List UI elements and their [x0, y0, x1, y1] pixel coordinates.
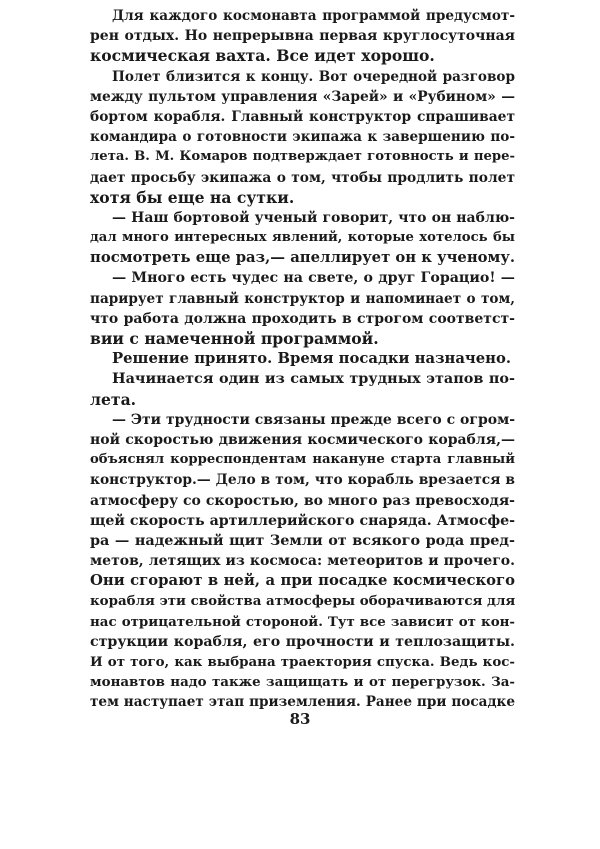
paragraph [90, 369, 515, 409]
text-line: посмотреть еще раз,— апеллирует он к ученому. [90, 249, 515, 267]
text-line: струкции корабля, его прочности и теплозащиты. [90, 633, 515, 650]
text-line: бортом корабля. Главный конструктор спрашивает [90, 108, 515, 125]
text-line: Для каждого космонавта программой предусмот- [112, 8, 515, 24]
text-line: — Эти трудности связаны прежде всего с огром- [112, 411, 516, 428]
text-line: атмосферу со скоростью, во много раз превосходя- [90, 492, 515, 509]
text-line: Решение принято. Время посадки назначено. [112, 350, 512, 368]
text-line: лета. [90, 389, 137, 409]
text-line: конструктор.— Дело в том, что корабль врезается в [90, 472, 515, 489]
paragraph [90, 208, 515, 269]
text-line: между пультом управления «Зарей» и «Рубином» — [90, 88, 515, 105]
text-line: Начинается один из самых трудных этапов по- [112, 370, 515, 388]
text-line: дал много интересных явлений, которые хотелось бы [90, 230, 515, 246]
text-line: дает просьбу экипажа о том, чтобы продлить полет [90, 169, 515, 186]
paragraph [90, 6, 515, 67]
text-line: ной скоростью движения космического корабля,— [90, 431, 515, 448]
text-line: лета. В. М. Комаров подтверждает готовность и пере- [90, 149, 515, 165]
paragraph [90, 349, 515, 369]
text-line: корабля эти свойства атмосферы оборачиваются для [90, 593, 516, 610]
text-line: щей скорость артиллерийского снаряда. Атмосфе- [90, 512, 516, 529]
text-line: метов, летящих из космоса: метеоритов и прочего. [90, 553, 515, 570]
text-line: — Много есть чудес на свете, о друг Горацио! — [112, 270, 515, 287]
text-line: — Наш бортовой ученый говорит, что он наблю- [112, 209, 515, 226]
text-line: Полет близится к концу. Вот очередной разговор [112, 68, 515, 85]
text-line: объяснял корреспондентам накануне старта главный [90, 452, 515, 468]
text-line: что работа должна проходить в строгом соответст- [90, 310, 515, 327]
text-line: Они сгорают в ней, а при посадке космического [90, 572, 515, 590]
text-line: командира о готовности экипажа к завершению по- [90, 129, 515, 146]
text-line: И от того, как выбрана траектория спуска. Ведь кос- [90, 654, 515, 670]
text-line: космическая вахта. Все идет хорошо. [90, 46, 435, 66]
text-line: рен отдых. Но непрерывна первая круглосуточная [90, 28, 515, 45]
page-body [90, 6, 515, 713]
text-line: ра — надежный щит Земли от всякого рода пред- [90, 531, 515, 549]
text-line: хотя бы еще на сутки. [90, 187, 295, 207]
paragraph [90, 410, 515, 713]
text-line: парирует главный конструктор и напоминает о том, [90, 290, 515, 307]
text-line: монавтов надо также защищать и от перегрузок. За- [90, 674, 515, 691]
text-line: тем наступает этап приземления. Ранее при посадке [90, 694, 515, 711]
page-number: 83 [289, 710, 311, 728]
text-line: вии с намеченной программой. [90, 329, 379, 348]
paragraph [90, 67, 515, 208]
text-line: нас отрицательной стороной. Тут все зависит от кон- [90, 613, 515, 630]
paragraph [90, 268, 515, 349]
